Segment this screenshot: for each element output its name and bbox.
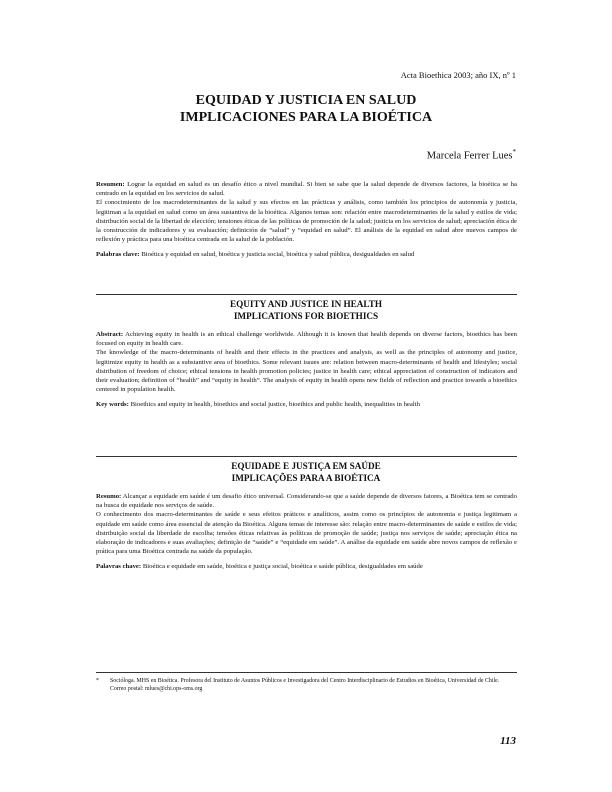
english-abstract (96, 330, 517, 348)
author-name (427, 148, 516, 162)
divider-portuguese (96, 456, 517, 457)
author-name-text: Marcela Ferrer Lues (426, 150, 513, 162)
english-title-line-2: IMPLICATIONS FOR BIOETHICS (233, 311, 379, 321)
divider-english (96, 294, 517, 295)
title-line-1: EQUIDAD Y JUSTICIA EN SALUD (195, 93, 417, 108)
spanish-keywords-label: Palabras clave: (96, 251, 140, 259)
author-footnote-mark: * (512, 148, 516, 156)
english-abstract-section (96, 330, 517, 410)
english-keywords (96, 400, 517, 409)
title-line-2: IMPLICACIONES PARA LA BIOÉTICA (179, 110, 433, 125)
english-keywords-text: Bioethics and equity in health, bioethics and social justice, bioethics and public health, inequalities in health (128, 401, 420, 409)
spanish-keywords (96, 250, 517, 259)
spanish-abstract (96, 180, 517, 198)
portuguese-keywords-text: Bioética e equidade em saúde, bioética e justiça social, bioética e saúde pública, desigualdades em saúde (141, 563, 423, 571)
spanish-keywords-text: Bioética y equidad en salud, bioética y justicia social, bioética y salud pública, desigualdades en salud (139, 251, 415, 259)
portuguese-abstract-paragraph-2: O conhecimento dos macro-determinantes de saúde e seus efeitos práticos e analíticos, assim como os princípios de autonomia e justiça legitimam a equidade em saúde como área essencial de atenção da Bioética. Alguns temas de interesse são: relação entre macro-determinantes de saúde e estilos de vida; distribuição social da liberdade de escolha; tensões éticas relativas às políticas de promoção de saúde; justiça nos serviços de saúde; apreciação ética na elaboração de indicadores e suas avaliações; definição de “saúde” e “equidade em saúde”. A análise da equidade em saúde abre novos campos de reflexão e prática para uma Bioética centrada na saúde da população. (96, 511, 517, 556)
english-abstract-label: Abstract: (96, 331, 124, 338)
english-abstract-text: Achieving equity in health is an ethical challenge worldwide. Although it is known that health depends on diverse factors, bioethics has been focused on equity in health care. (96, 331, 517, 348)
portuguese-title-line-1: EQUIDADE E JUSTIÇA EM SAÚDE (231, 461, 381, 471)
spanish-abstract-text: Lograr la equidad en salud es un desafío ético a nivel mundial. Si bien se sabe que la salud depende de diversos factores, la bioética se ha centrado en la equidad en los servicios de salud. (96, 181, 517, 198)
english-title (0, 298, 612, 322)
footnote-affiliation: Socióloga. MHS en Bioética. Profesora del Instituto de Asuntos Públicos e Investigadora del Centro Interdisciplinario de Estudios en Bioética, Universidad de Chile. (110, 678, 500, 684)
english-abstract-paragraph-2: The knowledge of the macro-determinants of health and their effects in the practices and analysis, as well as the principles of autonomy and justice, legitimize equity in health as a substantive area of bioethics. Some relevant issues are: relation between macro-determinants of health and lifestyles; social distribution of freedom of choice; ethical tensions in health promotion policies; justice in health care; ethical appreciation of construction of indicators and their evaluation; definition of “health” and “equity in health”. The analysis of equity in health opens new fields of reflection and practice towards a bioethics centered in population health. (96, 349, 517, 394)
author-footnote (96, 677, 517, 694)
spanish-abstract-label: Resumen: (96, 181, 125, 188)
portuguese-abstract-text: Alcançar a equidade em saúde é um desafio ético universal. Considerando-se que a saúde depende de diversos fatores, a Bioética tem se centrado na busca de equidade nos serviços de saúde. (96, 493, 517, 510)
footnote-contact: Correo postal: mlues@chi.ops-oms.org (110, 686, 203, 693)
portuguese-title (0, 460, 612, 484)
portuguese-abstract-section (96, 492, 517, 572)
spanish-abstract-paragraph-2: El conocimiento de los macrodeterminantes de la salud y sus efectos en las prácticas y análisis, como también los principios de autonomía y justicia, legitiman a la equidad en salud como un área sustantiva de la bioética. Algunos temas son: relación entre macrodeterminantes de la salud y estilos de vida; distribución social de la libertad de elección; tensiones éticas de las políticas de promoción de la salud; justicia en los servicios de salud; apreciación ética de la construcción de indicadores y su evaluación; definición de “salud” y “equidad en salud”. El análisis de la equidad en salud abre nuevos campos de reflexión y práctica para una bioética centrada en la salud de la población. (96, 199, 517, 244)
english-title-line-1: EQUITY AND JUSTICE IN HEALTH (230, 299, 382, 309)
portuguese-abstract-label: Resumo: (96, 493, 122, 500)
portuguese-abstract (96, 492, 517, 510)
article-title (0, 92, 612, 126)
english-keywords-label: Key words: (96, 401, 129, 409)
portuguese-keywords-label: Palavras chave: (96, 563, 142, 571)
portuguese-keywords (96, 562, 517, 571)
portuguese-title-line-2: IMPLICAÇÕES PARA A BIOÉTICA (231, 473, 381, 483)
footnote-mark: * (96, 678, 99, 684)
spanish-abstract-section (96, 180, 517, 260)
page-number: 113 (500, 735, 516, 747)
running-head: Acta Bioethica 2003; año IX, nº 1 (400, 70, 516, 80)
footnote-divider (96, 672, 517, 673)
